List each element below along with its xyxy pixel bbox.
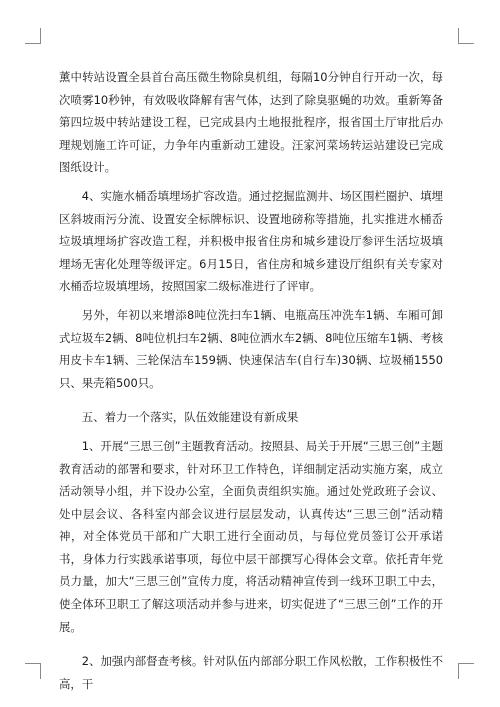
crop-mark-bottom-left	[25, 663, 41, 679]
document-body	[59, 66, 443, 695]
crop-mark-top-left	[25, 28, 41, 44]
paragraph-education-campaign: 1、开展“三思三创”主题教育活动。按照县、局关于开展“三思三创”主题教育活动的部署和要求，针对环卫工作特色，详细制定活动实施方案，成立活动领导小组，并下设办公室，全面负责组织实施。通过处党政班子会议、处中层会议、各科室内部会议进行层层发动，认真传达“三思三创”活动精神，对全体党员干部和广大职工进行全面动员，与每位党员签订公开承诺书，身体力行实践承诺事项，每位中层干部撰写心得体会文章。依托青年党员力量，加大“三思三创”宣传力度，将活动精神宣传到一线环卫职工中去，使全体环卫职工了解这项活动并参与进来，切实促进了“三思三创”工作的开展。	[59, 438, 443, 634]
paragraph-landfill-expansion: 4、实施水桶岙填埋场扩容改造。通过挖掘监测井、场区围栏圈护、填埋区斜坡雨污分流、设置安全标牌标识、设置地磅称等措施，扎实推进水桶岙垃圾填埋场扩容改造工程，并积极申报省住房和城乡建设厅参评生活垃圾填埋场无害化处理等级评定。6月15日，省住房和城乡建设厅组织有关专家对水桶岙垃圾填埋场，按照国家二级标准进行了评审。	[59, 188, 443, 294]
crop-mark-top-right	[458, 28, 474, 44]
paragraph-vehicles: 另外，年初以来增添8吨位洗扫车1辆、电瓶高压冲洗车1辆、车厢可卸式垃圾车2辆、8吨位机扫车2辆、8吨位洒水车2辆、8吨位压缩车1辆、考核用皮卡车1辆、三轮保洁车159辆、快速保洁车(自行车)30辆、垃圾桶1550只、果壳箱500只。	[59, 307, 443, 390]
paragraph-internal-supervision: 2、加强内部督查考核。针对队伍内部部分职工作风松散，工作积极性不高，干	[59, 654, 443, 691]
section-heading-five: 五、着力一个落实，队伍效能建设有新成果	[81, 410, 299, 425]
crop-mark-bottom-right	[458, 663, 474, 679]
paragraph-transfer-station: 薰中转站设置全县首台高压微生物除臭机组，每隔10分钟自行开动一次，每次喷雾10秒钟，有效吸收降解有害气体，达到了除臭驱蝇的功效。重新筹备第四垃圾中转站建设工程，已完成县内土地报批程序，报省国土厅审批后办理规划施工许可证，力争年内重新动工建设。汪家河菜场转运站建设已完成图纸设计。	[59, 70, 443, 175]
